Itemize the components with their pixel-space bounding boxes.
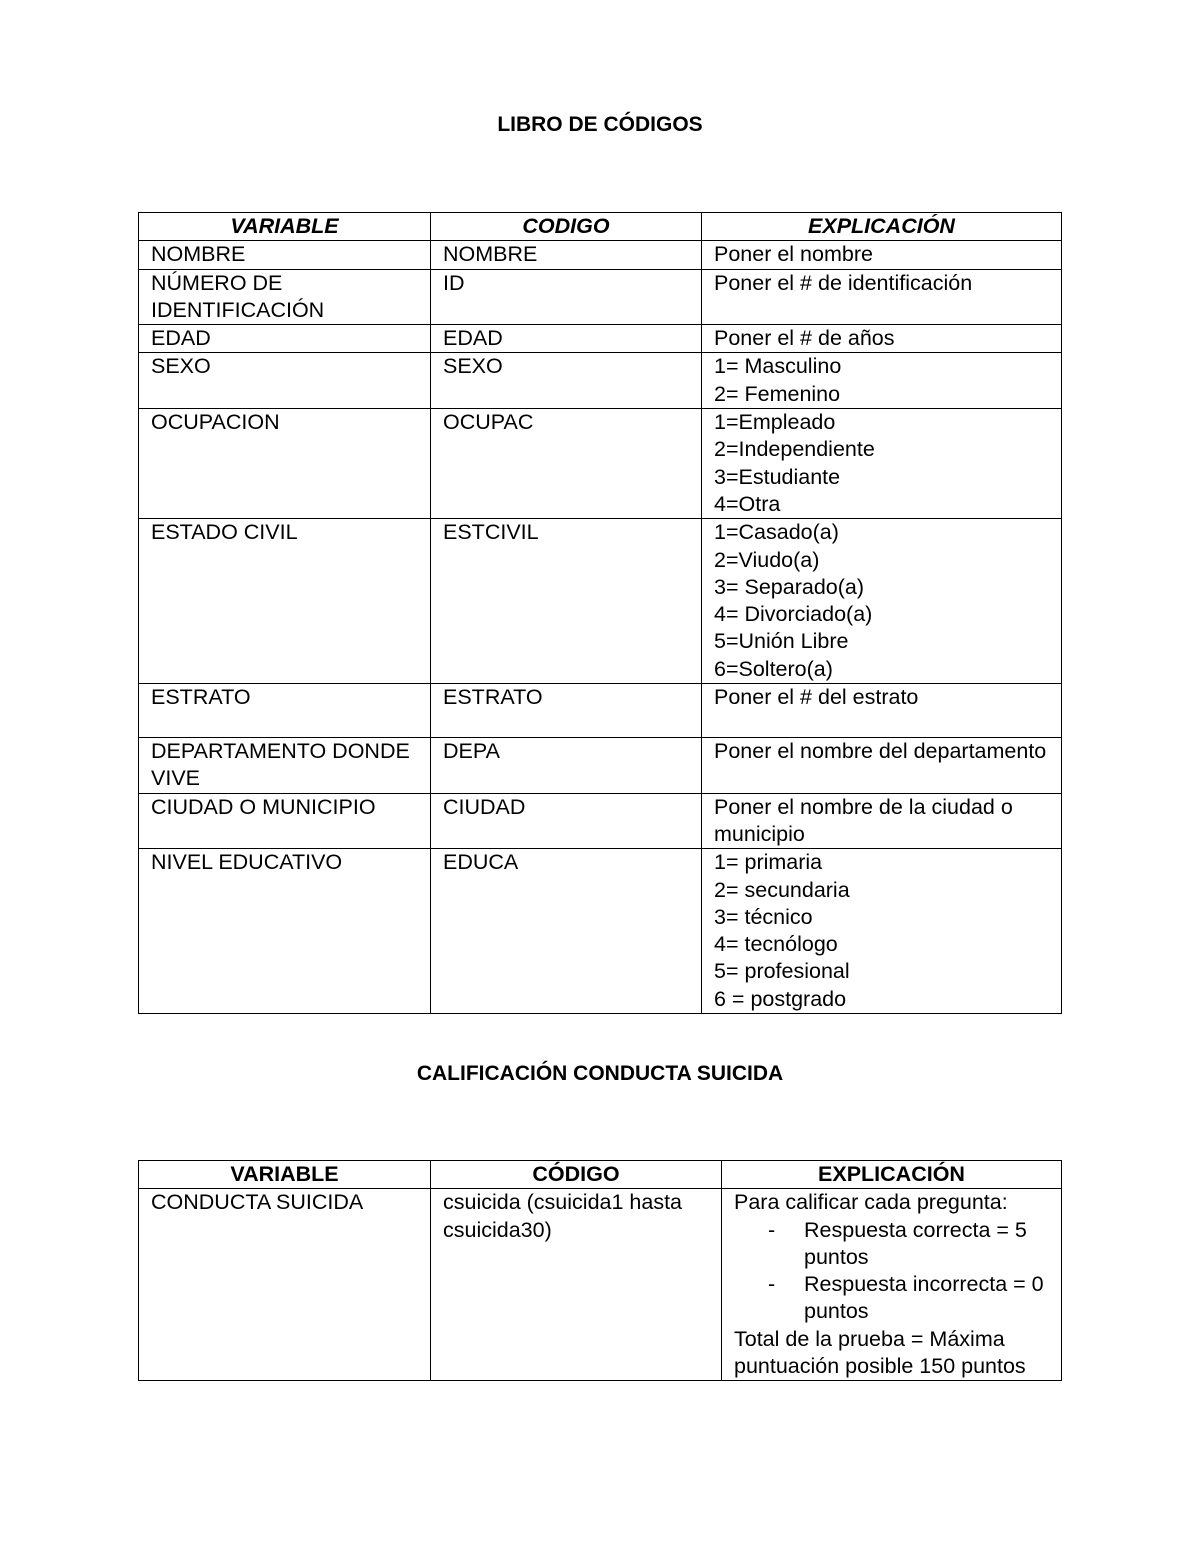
codigo-cell: EDUCA	[431, 849, 702, 1014]
explicacion-line: 3= Separado(a)	[714, 574, 865, 599]
column-header-variable: VARIABLE	[139, 1161, 431, 1189]
codigo-cell: CIUDAD	[431, 793, 702, 849]
bullet-item	[734, 1271, 1061, 1326]
codebook-table	[138, 212, 1062, 1014]
table-row	[139, 684, 1062, 738]
page-title: LIBRO DE CÓDIGOS	[497, 113, 703, 136]
section-title: CALIFICACIÓN CONDUCTA SUICIDA	[416, 1062, 784, 1085]
codigo-cell: csuicida (csuicida1 hasta csuicida30)	[431, 1189, 722, 1381]
explicacion-line: 6=Soltero(a)	[714, 656, 833, 681]
codigo-cell: OCUPAC	[431, 409, 702, 519]
explicacion-line: 3=Estudiante	[714, 464, 841, 489]
variable-cell: NOMBRE	[139, 241, 431, 269]
explicacion-line: Poner el # de años	[714, 326, 895, 351]
codigo-cell: EDAD	[431, 325, 702, 353]
table-row	[139, 353, 1062, 409]
bullet-item	[734, 1217, 1061, 1272]
variable-cell: CONDUCTA SUICIDA	[139, 1189, 431, 1381]
explicacion-cell	[702, 353, 1062, 409]
column-header-codigo: CODIGO	[431, 213, 702, 241]
codigo-cell: ESTCIVIL	[431, 519, 702, 684]
variable-cell: OCUPACION	[139, 409, 431, 519]
explicacion-line: Poner el # de identificación	[714, 270, 973, 295]
codigo-cell: DEPA	[431, 738, 702, 794]
table-row	[139, 269, 1062, 325]
explicacion-line: Poner el nombre	[714, 242, 873, 267]
table-row	[139, 519, 1062, 684]
explicacion-cell	[702, 409, 1062, 519]
codigo-cell: NOMBRE	[431, 241, 702, 269]
explicacion-line: 3= técnico	[714, 904, 813, 929]
variable-cell: ESTRATO	[139, 684, 431, 738]
table-row	[139, 793, 1062, 849]
explicacion-line: 5= profesional	[714, 959, 850, 984]
table-row	[139, 409, 1062, 519]
column-header-explicacion: EXPLICACIÓN	[722, 1161, 1062, 1189]
explicacion-cell	[702, 849, 1062, 1014]
table-header-row	[139, 1161, 1062, 1189]
explicacion-cell	[702, 793, 1062, 849]
explicacion-total: Total de la prueba = Máxima puntuación posible 150 puntos	[734, 1326, 1026, 1379]
explicacion-line: 1= primaria	[714, 850, 823, 875]
explicacion-intro: Para calificar cada pregunta:	[734, 1190, 1008, 1215]
table-row	[139, 325, 1062, 353]
column-header-codigo: CÓDIGO	[431, 1161, 722, 1189]
bullet-text: Respuesta correcta = 5 puntos	[804, 1217, 1027, 1269]
table-row	[139, 1189, 1062, 1381]
explicacion-cell	[702, 684, 1062, 738]
dash-marker: -	[768, 1217, 776, 1242]
explicacion-line: 2=Independiente	[714, 437, 875, 462]
explicacion-line: 6 = postgrado	[714, 986, 847, 1011]
explicacion-line: Poner el nombre de la ciudad o municipio	[714, 794, 1019, 846]
explicacion-cell	[702, 325, 1062, 353]
scoring-table	[138, 1160, 1062, 1381]
variable-cell: NIVEL EDUCATIVO	[139, 849, 431, 1014]
variable-cell: ESTADO CIVIL	[139, 519, 431, 684]
explicacion-line: 2= Femenino	[714, 381, 841, 406]
explicacion-line: 1=Empleado	[714, 410, 836, 435]
explicacion-cell	[722, 1189, 1062, 1381]
column-header-explicacion: EXPLICACIÓN	[702, 213, 1062, 241]
codigo-cell: ESTRATO	[431, 684, 702, 738]
explicacion-line: 4= Divorciado(a)	[714, 602, 873, 627]
explicacion-cell	[702, 519, 1062, 684]
variable-cell: CIUDAD O MUNICIPIO	[139, 793, 431, 849]
table-row	[139, 241, 1062, 269]
explicacion-line: 4= tecnólogo	[714, 932, 838, 957]
explicacion-line: 1= Masculino	[714, 354, 842, 379]
codigo-cell: ID	[431, 269, 702, 325]
variable-cell: NÚMERO DE IDENTIFICACIÓN	[139, 269, 431, 325]
variable-cell: EDAD	[139, 325, 431, 353]
explicacion-line: 1=Casado(a)	[714, 520, 839, 545]
explicacion-line: 4=Otra	[714, 491, 781, 516]
bullet-text: Respuesta incorrecta = 0 puntos	[804, 1272, 1044, 1324]
explicacion-cell	[702, 738, 1062, 794]
explicacion-line: Poner el # del estrato	[714, 685, 919, 710]
table-row	[139, 849, 1062, 1014]
codigo-cell: SEXO	[431, 353, 702, 409]
explicacion-line: 2= secundaria	[714, 877, 850, 902]
table-row	[139, 738, 1062, 794]
explicacion-line: Poner el nombre del departamento	[714, 739, 1047, 764]
explicacion-cell	[702, 241, 1062, 269]
variable-cell: DEPARTAMENTO DONDE VIVE	[139, 738, 431, 794]
explicacion-cell	[702, 269, 1062, 325]
dash-marker: -	[768, 1272, 776, 1297]
table-header-row	[139, 213, 1062, 241]
variable-cell: SEXO	[139, 353, 431, 409]
explicacion-line: 2=Viudo(a)	[714, 547, 820, 572]
column-header-variable: VARIABLE	[139, 213, 431, 241]
explicacion-line: 5=Unión Libre	[714, 629, 849, 654]
